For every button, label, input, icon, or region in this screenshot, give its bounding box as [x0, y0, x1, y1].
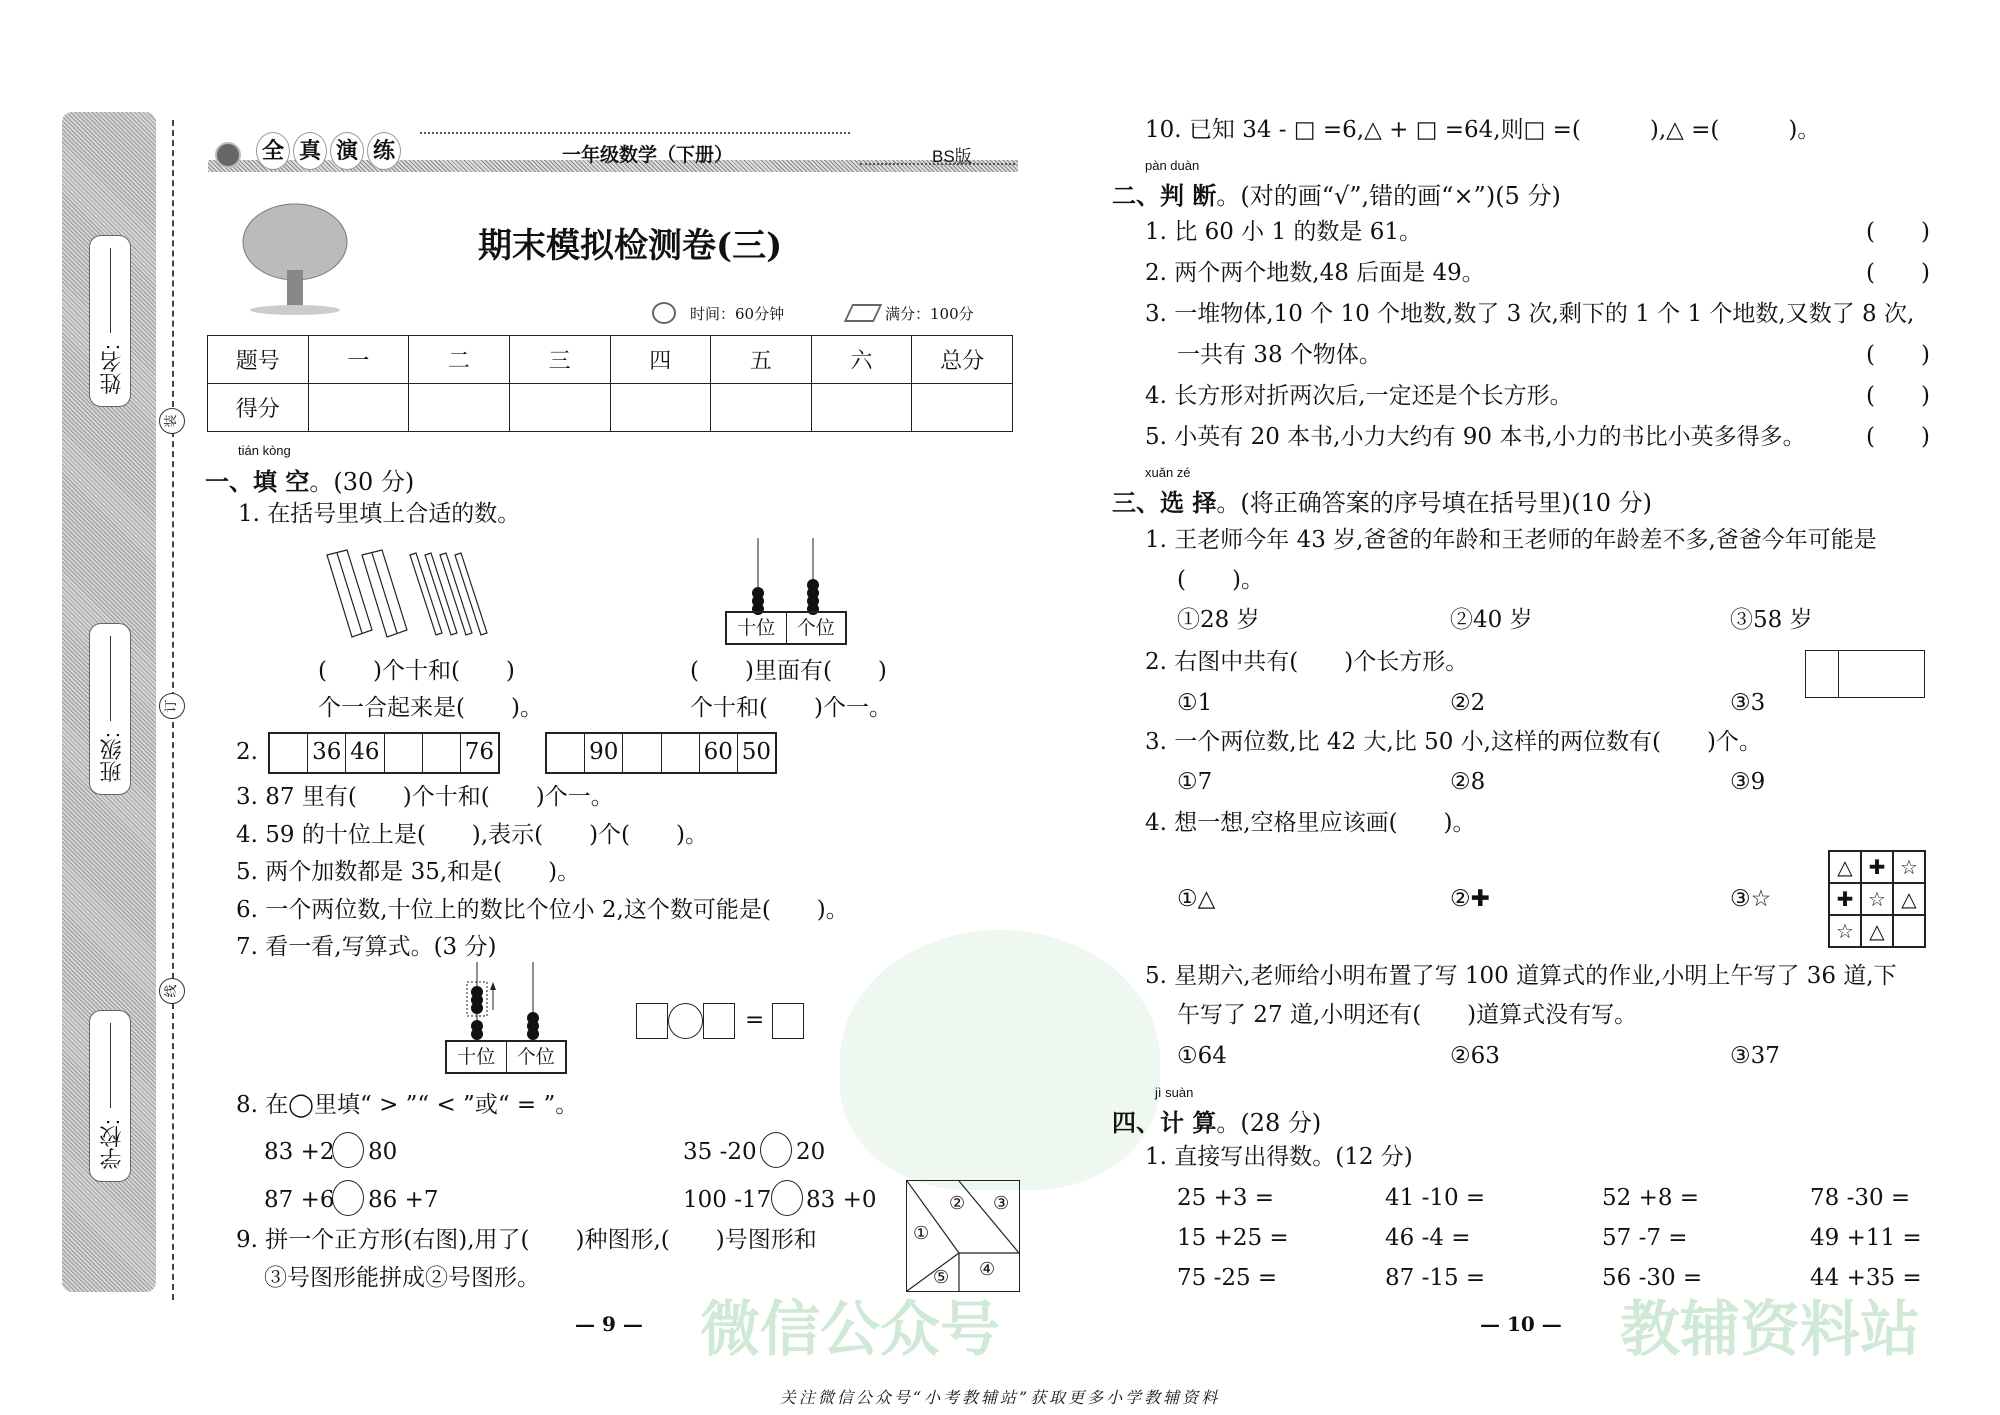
calc-problem[interactable]: 56 -30 =	[1602, 1265, 1703, 1291]
sticks-illustration	[322, 545, 502, 649]
seq-cell: 90	[585, 734, 623, 772]
shape-label: ③	[993, 1193, 1010, 1214]
question: 7. 看一看,写算式。(3 分)	[236, 934, 497, 960]
section-title: 四、计 算	[1112, 1108, 1217, 1137]
option[interactable]: ③3	[1730, 690, 1766, 716]
score-input[interactable]	[308, 384, 409, 432]
shape-label: ②	[949, 1193, 966, 1214]
compare-right: 83 +0	[806, 1187, 877, 1213]
question-number: 2.	[236, 739, 258, 765]
question: 4. 59 的十位上是( ),表示( )个( )。	[236, 822, 708, 848]
cell: 题号	[208, 336, 309, 384]
compare-right: 80	[368, 1139, 398, 1165]
score-input[interactable]	[912, 384, 1013, 432]
option[interactable]: ②✚	[1450, 886, 1490, 912]
seq-cell[interactable]	[662, 734, 700, 772]
tree-illustration	[235, 200, 355, 315]
number-sequence-1	[268, 732, 500, 774]
compare-left: 83 +2	[264, 1139, 335, 1165]
seq-cell[interactable]	[270, 734, 308, 772]
equation-box[interactable]	[772, 1003, 804, 1039]
watermark-text-2: 教辅资料站	[1620, 1296, 1920, 1363]
option[interactable]: ②40 岁	[1450, 607, 1533, 633]
shape-label: ⑤	[933, 1267, 950, 1288]
option[interactable]: ①7	[1177, 769, 1213, 795]
ones-label: 个位	[516, 1046, 555, 1068]
ones-label: 个位	[796, 617, 835, 639]
book-title: 一年级数学（下册）	[562, 145, 734, 166]
section-heading	[1112, 176, 1561, 211]
section-points: 。(30 分)	[309, 468, 415, 496]
rectangle-figure	[1805, 650, 1925, 698]
watermark-leaf	[840, 930, 1160, 1190]
answer-paren[interactable]: ( )	[1866, 260, 1930, 286]
option[interactable]: ①1	[1177, 690, 1213, 716]
section-heading	[1112, 483, 1652, 518]
header-dotted-line	[420, 132, 850, 134]
grid-cell: △	[1829, 851, 1861, 883]
question: 5. 两个加数都是 35,和是( )。	[236, 859, 581, 885]
score-input[interactable]	[811, 384, 912, 432]
question: 1. 在括号里填上合适的数。	[238, 501, 521, 527]
seq-cell[interactable]	[623, 734, 661, 772]
question: 3. 一个两位数,比 42 大,比 50 小,这样的两位数有( )个。	[1145, 729, 1762, 755]
seal-zhuang: 装	[159, 408, 185, 434]
pinyin: tián kòng	[238, 443, 291, 458]
cell: 二	[409, 336, 510, 384]
series-char: 真	[293, 132, 327, 170]
calc-problem[interactable]: 57 -7 =	[1602, 1225, 1688, 1251]
question: 8. 在◯里填“ > ”“ < ”或“ = ”。	[236, 1092, 579, 1118]
cell: 五	[711, 336, 812, 384]
book-icon	[844, 304, 882, 322]
abacus-2	[445, 962, 565, 1042]
calc-problem[interactable]: 52 +8 =	[1602, 1185, 1700, 1211]
question: 6. 一个两位数,十位上的数比个位小 2,这个数可能是( )。	[236, 897, 849, 923]
option[interactable]: ③9	[1730, 769, 1766, 795]
question: 9. 拼一个正方形(右图),用了( )种图形,( )号图形和	[236, 1227, 817, 1253]
answer-line: ( )里面有( )	[690, 658, 887, 684]
option[interactable]: ②8	[1450, 769, 1486, 795]
name-field[interactable]	[89, 235, 131, 407]
score-row	[208, 384, 1013, 432]
question: 午写了 27 道,小明还有( )道算式没有写。	[1177, 1002, 1638, 1028]
option[interactable]: ②63	[1450, 1043, 1500, 1069]
answer-paren[interactable]: ( )	[1866, 219, 1930, 245]
compare-left: 87 +6	[264, 1187, 335, 1213]
cell: 得分	[208, 384, 309, 432]
clock-icon	[652, 302, 676, 324]
tens-label: 十位	[727, 613, 787, 643]
judge-item: 1. 比 60 小 1 的数是 61。	[1145, 219, 1422, 245]
seq-cell: 46	[346, 734, 384, 772]
question: 2. 右图中共有( )个长方形。	[1145, 649, 1469, 675]
judge-item: 5. 小英有 20 本书,小力大约有 90 本书,小力的书比小英多得多。	[1145, 424, 1806, 450]
judge-item: 4. 长方形对折两次后,一定还是个长方形。	[1145, 383, 1573, 409]
compare-right: 20	[796, 1139, 826, 1165]
series-char: 演	[330, 132, 364, 170]
grid-cell: ☆	[1829, 915, 1861, 947]
section-points: 。(对的画“√”,错的画“×”)(5 分)	[1216, 182, 1561, 210]
seq-cell[interactable]	[385, 734, 423, 772]
section-title: 一、填 空	[205, 467, 310, 496]
seq-cell[interactable]	[423, 734, 461, 772]
equation-box[interactable]	[636, 1003, 668, 1039]
question: ( )。	[1177, 567, 1264, 593]
time-limit: 时间：60分钟	[690, 305, 785, 323]
calc-problem[interactable]: 44 +35 =	[1810, 1265, 1922, 1291]
option[interactable]: ③58 岁	[1730, 607, 1813, 633]
compare-circle[interactable]	[332, 1180, 364, 1216]
grid-cell: △	[1893, 883, 1925, 915]
seq-cell[interactable]	[547, 734, 585, 772]
series-char: 全	[256, 132, 290, 170]
seal-ding: 订	[159, 693, 185, 719]
watermark-text-1: 微信公众号	[700, 1296, 1000, 1363]
option[interactable]: ②2	[1450, 690, 1486, 716]
page-number-right: — 10 —	[1480, 1312, 1562, 1336]
score-input[interactable]	[610, 384, 711, 432]
school-field[interactable]	[89, 1010, 131, 1182]
answer-line: 个十和( )个一。	[690, 695, 892, 721]
section-title: 二、判 断	[1112, 181, 1217, 210]
operator-circle[interactable]	[668, 1003, 703, 1039]
section-heading	[205, 462, 414, 497]
place-value-label	[445, 1040, 567, 1074]
shape-pattern-grid	[1828, 850, 1926, 948]
calc-problem[interactable]: 41 -10 =	[1385, 1185, 1486, 1211]
footer-note: 关注微信公众号“小考教辅站”获取更多小学教辅资料	[779, 1388, 1221, 1407]
pinyin: pàn duàn	[1145, 158, 1200, 173]
seq-cell: 36	[308, 734, 346, 772]
seal-xian: 线	[159, 978, 185, 1004]
compare-left: 100 -17	[683, 1187, 772, 1213]
tangram-figure	[906, 1180, 1020, 1292]
calc-problem[interactable]: 87 -15 =	[1385, 1265, 1486, 1291]
grid-cell: ☆	[1893, 851, 1925, 883]
option[interactable]: ①28 岁	[1177, 607, 1260, 633]
score-input[interactable]	[509, 384, 610, 432]
grid-cell-blank[interactable]	[1893, 915, 1925, 947]
compare-right: 86 +7	[368, 1187, 439, 1213]
calc-problem[interactable]: 46 -4 =	[1385, 1225, 1471, 1251]
option[interactable]: ③37	[1730, 1043, 1780, 1069]
question: 4. 想一想,空格里应该画( )。	[1145, 810, 1476, 836]
question: 5. 星期六,老师给小明布置了写 100 道算式的作业,小明上午写了 36 道,下	[1145, 963, 1897, 989]
question: 1. 直接写出得数。(12 分)	[1145, 1144, 1413, 1170]
equals-sign: =	[745, 1007, 765, 1033]
judge-item: 2. 两个两个地数,48 后面是 49。	[1145, 260, 1485, 286]
number-sequence-2	[545, 732, 777, 774]
compare-circle[interactable]	[332, 1132, 364, 1168]
page-number-left: — 9 —	[575, 1312, 643, 1336]
judge-item: 3. 一堆物体,10 个 10 个地数,数了 3 次,剩下的 1 个 1 个地数,又数了 8 次,	[1145, 301, 1915, 327]
cell: 三	[509, 336, 610, 384]
pinyin: xuǎn zé	[1145, 465, 1191, 480]
score-input[interactable]	[409, 384, 510, 432]
question: 3. 87 里有( )个十和( )个一。	[236, 784, 614, 810]
class-field[interactable]	[89, 623, 131, 795]
section-points: 。(28 分)	[1216, 1109, 1322, 1137]
compare-circle[interactable]	[771, 1180, 803, 1216]
option[interactable]: ③☆	[1730, 886, 1772, 912]
seq-cell: 50	[741, 739, 772, 765]
calc-problem[interactable]: 75 -25 =	[1177, 1265, 1278, 1291]
edition-label: BS版	[932, 147, 972, 166]
calc-problem[interactable]: 78 -30 =	[1810, 1185, 1911, 1211]
seq-cell: 76	[464, 739, 495, 765]
class-label: 班级:	[99, 731, 124, 782]
equation-box[interactable]	[703, 1003, 735, 1039]
judge-item: 一共有 38 个物体。	[1177, 342, 1382, 368]
cell: 六	[811, 336, 912, 384]
option[interactable]: ①64	[1177, 1043, 1227, 1069]
grid-cell: △	[1861, 915, 1893, 947]
score-header-row	[208, 336, 1013, 384]
section-title: 三、选 择	[1112, 488, 1217, 517]
shape-label: ④	[979, 1259, 996, 1280]
shape-label: ①	[913, 1223, 930, 1244]
question: ③号图形能拼成②号图形。	[264, 1265, 540, 1291]
pinyin: jì suàn	[1155, 1085, 1194, 1100]
page-title: 期末模拟检测卷(三)	[478, 226, 783, 266]
series-char: 练	[367, 132, 401, 170]
tens-label: 十位	[447, 1042, 507, 1072]
cell: 一	[308, 336, 409, 384]
section-points: 。(将正确答案的序号填在括号里)(10 分)	[1216, 489, 1652, 517]
grid-cell: ✚	[1861, 851, 1893, 883]
full-score: 满分：100分	[885, 305, 974, 323]
answer-paren[interactable]: ( )	[1866, 424, 1930, 450]
section-heading	[1112, 1103, 1321, 1138]
answer-line: 个一合起来是( )。	[318, 695, 543, 721]
answer-line: ( )个十和( )	[318, 658, 515, 684]
calc-problem[interactable]: 25 +3 =	[1177, 1185, 1275, 1211]
answer-paren[interactable]: ( )	[1866, 383, 1930, 409]
calc-problem[interactable]: 15 +25 =	[1177, 1225, 1289, 1251]
grid-cell: ☆	[1861, 883, 1893, 915]
cell: 总分	[912, 336, 1013, 384]
compare-left: 35 -20	[683, 1139, 757, 1165]
seq-cell: 60	[700, 734, 738, 772]
score-table	[207, 335, 1013, 432]
target-icon	[215, 142, 241, 168]
name-label: 姓名:	[99, 343, 124, 394]
school-label: 学校:	[99, 1118, 124, 1169]
grid-cell: ✚	[1829, 883, 1861, 915]
question: 1. 王老师今年 43 岁,爸爸的年龄和王老师的年龄差不多,爸爸今年可能是	[1145, 527, 1877, 553]
compare-circle[interactable]	[760, 1132, 792, 1168]
cell: 四	[610, 336, 711, 384]
option[interactable]: ①△	[1177, 886, 1216, 912]
place-value-label	[725, 611, 847, 645]
calc-problem[interactable]: 49 +11 =	[1810, 1225, 1922, 1251]
score-input[interactable]	[711, 384, 812, 432]
question: 10. 已知 34 - □ =6,△ + □ =64,则□ =( ),△ =( )。	[1145, 117, 1821, 143]
answer-paren[interactable]: ( )	[1866, 342, 1930, 368]
